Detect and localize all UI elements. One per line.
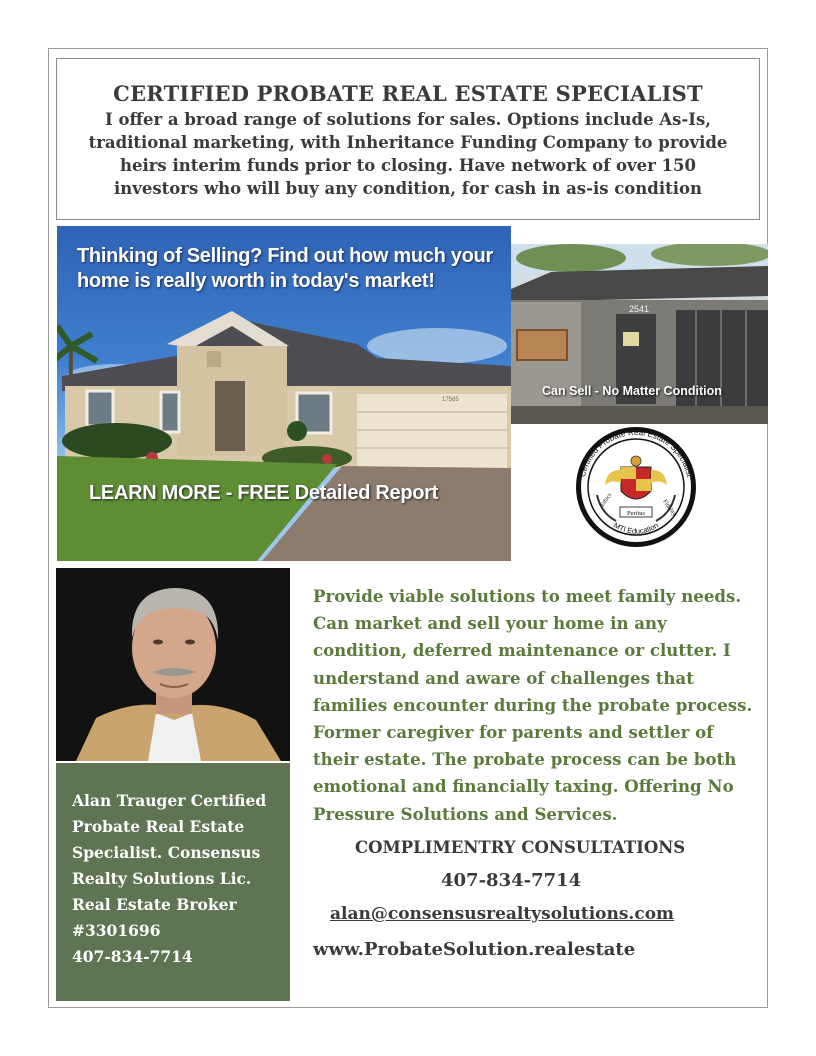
agent-line: Realty Solutions Lic.	[72, 869, 252, 888]
agent-portrait	[56, 568, 290, 761]
website-link[interactable]: www.ProbateSolution.realestate	[313, 939, 636, 960]
agent-details	[72, 788, 282, 970]
blurb-line: condition, deferred maintenance or clutter. I	[313, 640, 731, 661]
blurb-line: Pressure Solutions and Services.	[313, 803, 618, 824]
agent-line: #3301696	[72, 921, 161, 940]
header-line: heirs interim funds prior to closing. Have network of over 150	[119, 156, 697, 175]
hero-house-number: 17565	[442, 397, 459, 403]
agent-phone: 407-834-7714	[72, 947, 193, 966]
agent-line: Alan Trauger Certified	[72, 791, 267, 810]
seal-motto-center: Peritus	[626, 510, 646, 517]
agent-portrait-illustration	[56, 568, 290, 761]
agent-line: Probate Real Estate	[72, 817, 245, 836]
seal-badge-icon	[571, 425, 701, 549]
agent-line: Specialist. Consensus	[72, 843, 261, 862]
learn-more-link[interactable]: LEARN MORE - FREE Detailed Report	[89, 482, 439, 504]
seal-ring-text: Certified Probate Real Estate Specialist	[578, 427, 694, 478]
seal-bottom-text: MTI Education	[612, 520, 660, 536]
header-line: I offer a broad range of solutions for sales. Options include As-Is,	[104, 110, 712, 129]
services-blurb	[313, 583, 763, 828]
certification-seal	[571, 425, 701, 549]
blurb-line: Can market and sell your home in any	[313, 613, 667, 634]
hero-house-photo[interactable]	[57, 226, 511, 561]
header-line: traditional marketing, with Inheritance Funding Company to provide	[88, 133, 728, 152]
condition-house-number: 2541	[629, 304, 650, 314]
page-title: CERTIFIED PROBATE REAL ESTATE SPECIALIST	[113, 81, 703, 106]
hero-headline	[77, 244, 507, 294]
seal-motto-right: Fidelity	[661, 498, 677, 518]
contact-email-link[interactable]: alan@consensusrealtysolutions.com	[330, 904, 675, 924]
hero-headline-line: Thinking of Selling? Find out how much your	[77, 245, 493, 267]
condition-house-photo	[511, 244, 768, 424]
condition-caption: Can Sell - No Matter Condition	[542, 384, 722, 398]
consultations-heading: COMPLIMENTRY CONSULTATIONS	[355, 838, 686, 857]
seal-motto-left: Ethics	[599, 492, 614, 509]
agent-line: Real Estate Broker	[72, 895, 237, 914]
blurb-line: Former caregiver for parents and settler of	[313, 722, 714, 743]
header-box	[56, 58, 760, 220]
hero-headline-line: home is really worth in today's market!	[77, 270, 435, 292]
blurb-line: families encounter during the probate process.	[313, 694, 753, 715]
header-description	[75, 108, 741, 200]
blurb-line: their estate. The probate process can be both	[313, 749, 737, 770]
blurb-line: emotional and financially taxing. Offering No	[313, 776, 734, 797]
blurb-line: Provide viable solutions to meet family needs.	[313, 586, 742, 606]
agent-info-card	[56, 763, 290, 1001]
header-line: investors who will buy any condition, for cash in as-is condition	[113, 179, 702, 198]
blurb-line: understand and aware of challenges that	[313, 667, 694, 688]
contact-phone[interactable]: 407-834-7714	[441, 870, 582, 891]
